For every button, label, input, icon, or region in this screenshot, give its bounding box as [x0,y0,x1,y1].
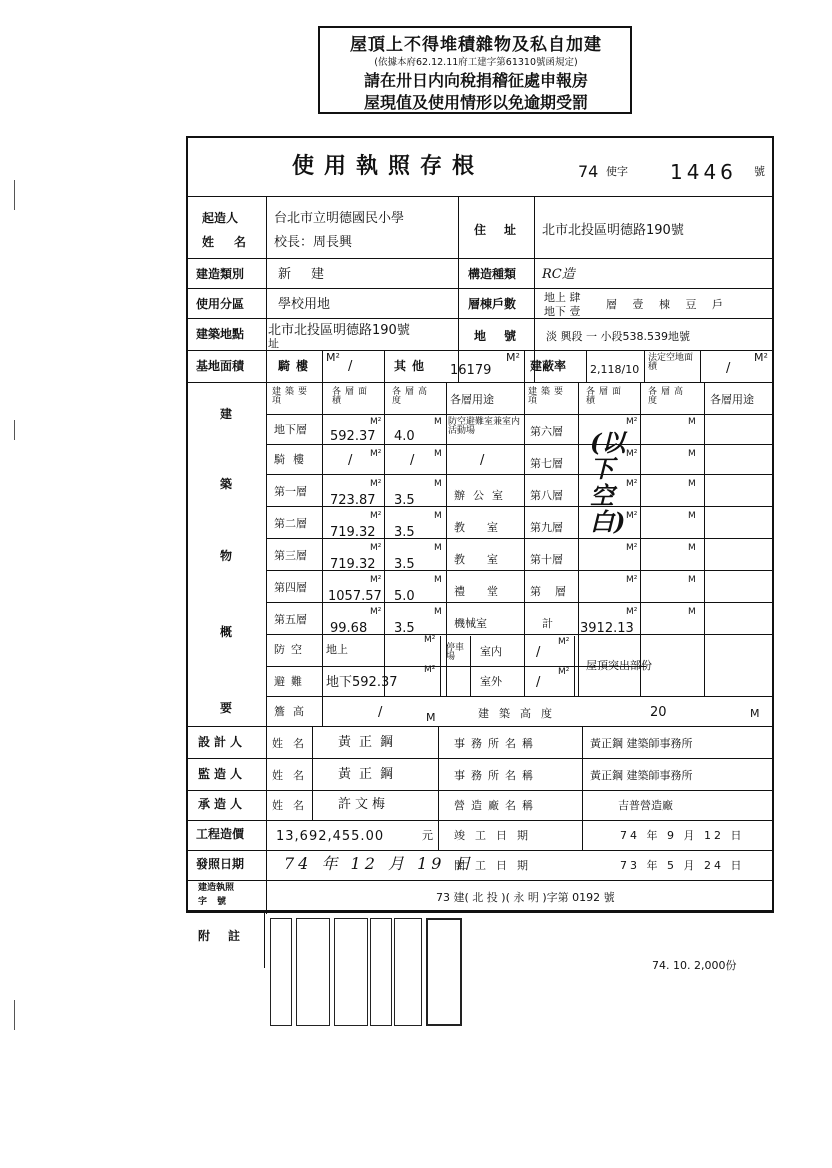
designer-name-label: 姓名 [272,737,314,750]
floor-use: 防空避難室兼室内活動場 [448,417,521,436]
floor-name-right: 第九層 [530,521,563,534]
floor-name: 第五層 [274,613,307,626]
owner-name-1: 台北市立明德國民小學 [274,211,405,226]
unit-m2: M² [626,479,638,489]
unit-m2: M² [626,511,638,521]
unit-m: M [434,449,442,459]
roof-label: 屋頂突出部份 [586,659,652,672]
issue-label: 發照日期 [196,857,245,871]
bldg-label-5: 要 [220,701,233,715]
usage-permit-form [186,136,774,912]
zone-value: 學校用地 [278,297,331,312]
unit-m2: M² [370,449,382,459]
floor-name-right: 第六層 [530,425,563,438]
floors-tail: 層 壹 棟 豆 戶 [606,298,729,311]
cost-label: 工程造價 [196,827,245,841]
col-use-header: 各層用途 [450,393,494,406]
unit-m2: M² [424,635,436,645]
floor-height: 4.0 [394,429,415,444]
stamp-line-2: (依據本府62.12.11府工建字第61310號函規定) [374,57,578,68]
coverage-value: 2,118/10 [590,363,640,376]
issue-date: 74 年 12 月 19 日 [284,854,475,873]
floor-use: 辦公室 [454,489,511,502]
col-area-header-2: 各層面積 [586,387,626,406]
unit-m2: M² [626,417,638,427]
unit-m: M [688,543,696,553]
arcade-value: / [348,359,353,374]
col-height-header-2: 各層高度 [648,387,688,406]
structure-label: 構造種類 [468,267,517,281]
unit-m2: M² [370,607,382,617]
floor-height: 3.5 [394,493,415,508]
unit-m2: M² [626,607,638,617]
permit-number-suffix: 號 [754,165,765,178]
col-area-header: 各層面積 [332,387,372,406]
col-item-header-2: 建築要項 [528,387,568,406]
other-unit: M² [506,351,520,364]
supervisor-office: 黃正鋼 建築師事務所 [590,769,693,782]
floor-area: 723.87 [330,493,376,508]
supervisor-label: 監造人 [198,767,247,781]
floor-name-right: 第層 [530,585,580,598]
unit-m: M [434,511,442,521]
done-label: 竣工日期 [454,829,538,842]
permit-number: 1446 [670,160,737,184]
bldg-height-unit: M [750,707,760,720]
floor-name-right: 第七層 [530,457,563,470]
build-type-label: 建造類別 [196,267,245,281]
lot-label: 地號 [474,329,535,343]
shelter-above: 地上 [326,643,348,656]
legal-unit: M² [754,351,768,364]
unit-m: M [688,449,696,459]
seal-box [394,918,422,1026]
supervisor-name: 黃正鋼 [338,767,402,782]
contractor-office-label: 營造廠名稱 [454,799,539,812]
floor-use: 機械室 [454,617,487,630]
parking-in-value: / [536,645,541,660]
total-label: 計 [542,617,553,630]
contractor-name: 許文梅 [338,797,390,812]
done-date: 74 年 9 月 12 日 [620,829,745,842]
legal-value: / [726,361,731,376]
unit-m2: M² [626,543,638,553]
contractor-name-label: 姓名 [272,799,314,812]
bldg-height-label: 建築高度 [478,707,562,720]
arcade-unit: M² [326,351,340,364]
unit-m2: M² [626,449,638,459]
parking-in: 室内 [480,645,502,658]
cost-value: 13,692,455.00 [276,829,385,844]
unit-m: M [434,479,442,489]
bldg-label-3: 物 [220,549,233,563]
unit-m2: M² [558,667,570,677]
stamp-line-4: 屋現值及使用情形以免逾期受罰 [363,93,588,112]
build-type-value: 新建 [278,267,345,282]
floors-above: 地上 肆 [544,291,581,304]
base-area-label: 基地面積 [196,359,245,373]
floor-height: 3.5 [394,621,415,636]
designer-label: 設計人 [198,735,247,749]
start-label: 開工日期 [454,859,538,872]
floor-name: 騎樓 [274,453,312,466]
permit-value: 73 建( 北 投 )( 永 明 )字第 0192 號 [436,891,615,904]
unit-m: M [688,511,696,521]
floor-height: 3.5 [394,525,415,540]
floor-name-right: 第十層 [530,553,563,566]
legal-label: 法定空地面積 [648,353,694,372]
floor-height: 5.0 [394,589,415,604]
seal-box [270,918,292,1026]
shelter-label: 防空 [274,643,308,656]
floor-use: 禮堂 [454,585,520,598]
cost-unit: 元 [422,829,433,842]
unit-m2: M² [370,543,382,553]
bldg-label-4: 概 [220,625,233,639]
floors-below: 地下 壹 [544,305,581,318]
contractor-label: 承造人 [198,797,247,811]
unit-m: M [434,607,442,617]
floor-area: / [348,453,353,468]
parking-out-value: / [536,675,541,690]
owner-name-2: 校長：周長興 [274,235,353,250]
col-use-header-2: 各層用途 [710,393,754,406]
arcade-label: 騎樓 [278,359,315,373]
unit-m2: M² [424,665,436,675]
unit-m2: M² [370,511,382,521]
unit-m: M [434,543,442,553]
unit-m2: M² [370,417,382,427]
site-extra: 址 [268,337,279,350]
unit-m: M [688,479,696,489]
bldg-height-value: 20 [650,705,667,720]
designer-office-label: 事務所名稱 [454,737,539,750]
floor-use: / [480,453,485,468]
unit-m: M [688,575,696,585]
eaves-unit: M [426,711,436,724]
scan-mark [14,420,15,440]
zone-label: 使用分區 [196,297,245,311]
unit-m2: M² [626,575,638,585]
unit-m2: M² [370,575,382,585]
total-area: 3912.13 [580,621,634,636]
floor-height: 3.5 [394,557,415,572]
floor-area: 719.32 [330,557,376,572]
seal-box [296,918,330,1026]
unit-m: M [688,417,696,427]
seal-box [334,918,368,1026]
coverage-label: 建蔽率 [530,359,567,373]
site-label: 建築地點 [196,327,245,341]
eaves-label: 簷高 [274,705,312,718]
shelter-below-label: 避難 [274,675,308,688]
warning-stamp [318,26,632,114]
bldg-label-1: 建 [220,407,233,421]
floor-area: 719.32 [330,525,376,540]
floor-name: 地下層 [274,423,307,436]
floor-area: 592.37 [330,429,376,444]
scan-mark [14,180,15,210]
unit-m2: M² [558,637,570,647]
supervisor-office-label: 事務所名稱 [454,769,539,782]
permit-number-label: 使字 [606,165,628,178]
permit-label-2: 字號 [198,897,237,907]
address-value: 北市北投區明德路190號 [542,223,684,238]
unit-m: M [688,607,696,617]
eaves-value: / [378,705,383,720]
bldg-label-2: 築 [220,477,233,491]
lot-value: 淡 興段 一 小段538.539地號 [546,330,690,343]
other-value: 16179 [450,363,492,378]
floor-area: 99.68 [330,621,368,636]
unit-m2: M² [370,479,382,489]
stamp-line-3: 請在卅日内向稅捐稽征處申報房 [363,71,588,90]
owner-label-1: 起造人 [202,211,239,225]
scan-mark [14,1000,15,1030]
floor-use: 教室 [454,553,520,566]
contractor-office: 吉普營造廠 [618,799,673,812]
seal-box [426,918,462,1026]
other-label: 其他 [394,359,431,373]
designer-office: 黃正鋼 建築師事務所 [590,737,693,750]
floor-height: / [410,453,415,468]
floor-name-right: 第八層 [530,489,563,502]
unit-m: M [434,417,442,427]
blank-note: (以下空白) [590,428,626,537]
print-note: 74. 10. 2,000份 [652,959,737,972]
site-value: 北市北投區明德路190號 [268,323,410,338]
floor-name: 第三層 [274,549,307,562]
supervisor-name-label: 姓名 [272,769,314,782]
col-height-header: 各層高度 [392,387,432,406]
floor-area: 1057.57 [328,589,382,604]
floor-name: 第一層 [274,485,307,498]
stamp-line-1: 屋頂上不得堆積雜物及私自加建 [350,35,602,55]
approval-seals [270,918,464,1028]
start-date: 73 年 5 月 24 日 [620,859,745,872]
note-label: 附註 [198,929,259,943]
parking-out: 室外 [480,675,502,688]
shelter-below: 地下592.37 [326,675,398,690]
address-label: 住址 [474,223,535,237]
owner-label-2: 姓名 [202,235,267,249]
form-title: 使用執照存根 [292,154,485,179]
floors-label: 層棟戶數 [468,297,517,311]
col-item-header: 建築要項 [272,387,312,406]
structure-value: RC造 [542,267,575,282]
floor-use: 教室 [454,521,520,534]
floor-name: 第四層 [274,581,307,594]
unit-m: M [434,575,442,585]
parking-label: 停車場 [446,643,465,662]
seal-box [370,918,392,1026]
designer-name: 黃正鋼 [338,735,402,750]
floor-name: 第二層 [274,517,307,530]
permit-year: 74 [578,162,599,181]
permit-label-1: 建造執照 [198,883,235,893]
